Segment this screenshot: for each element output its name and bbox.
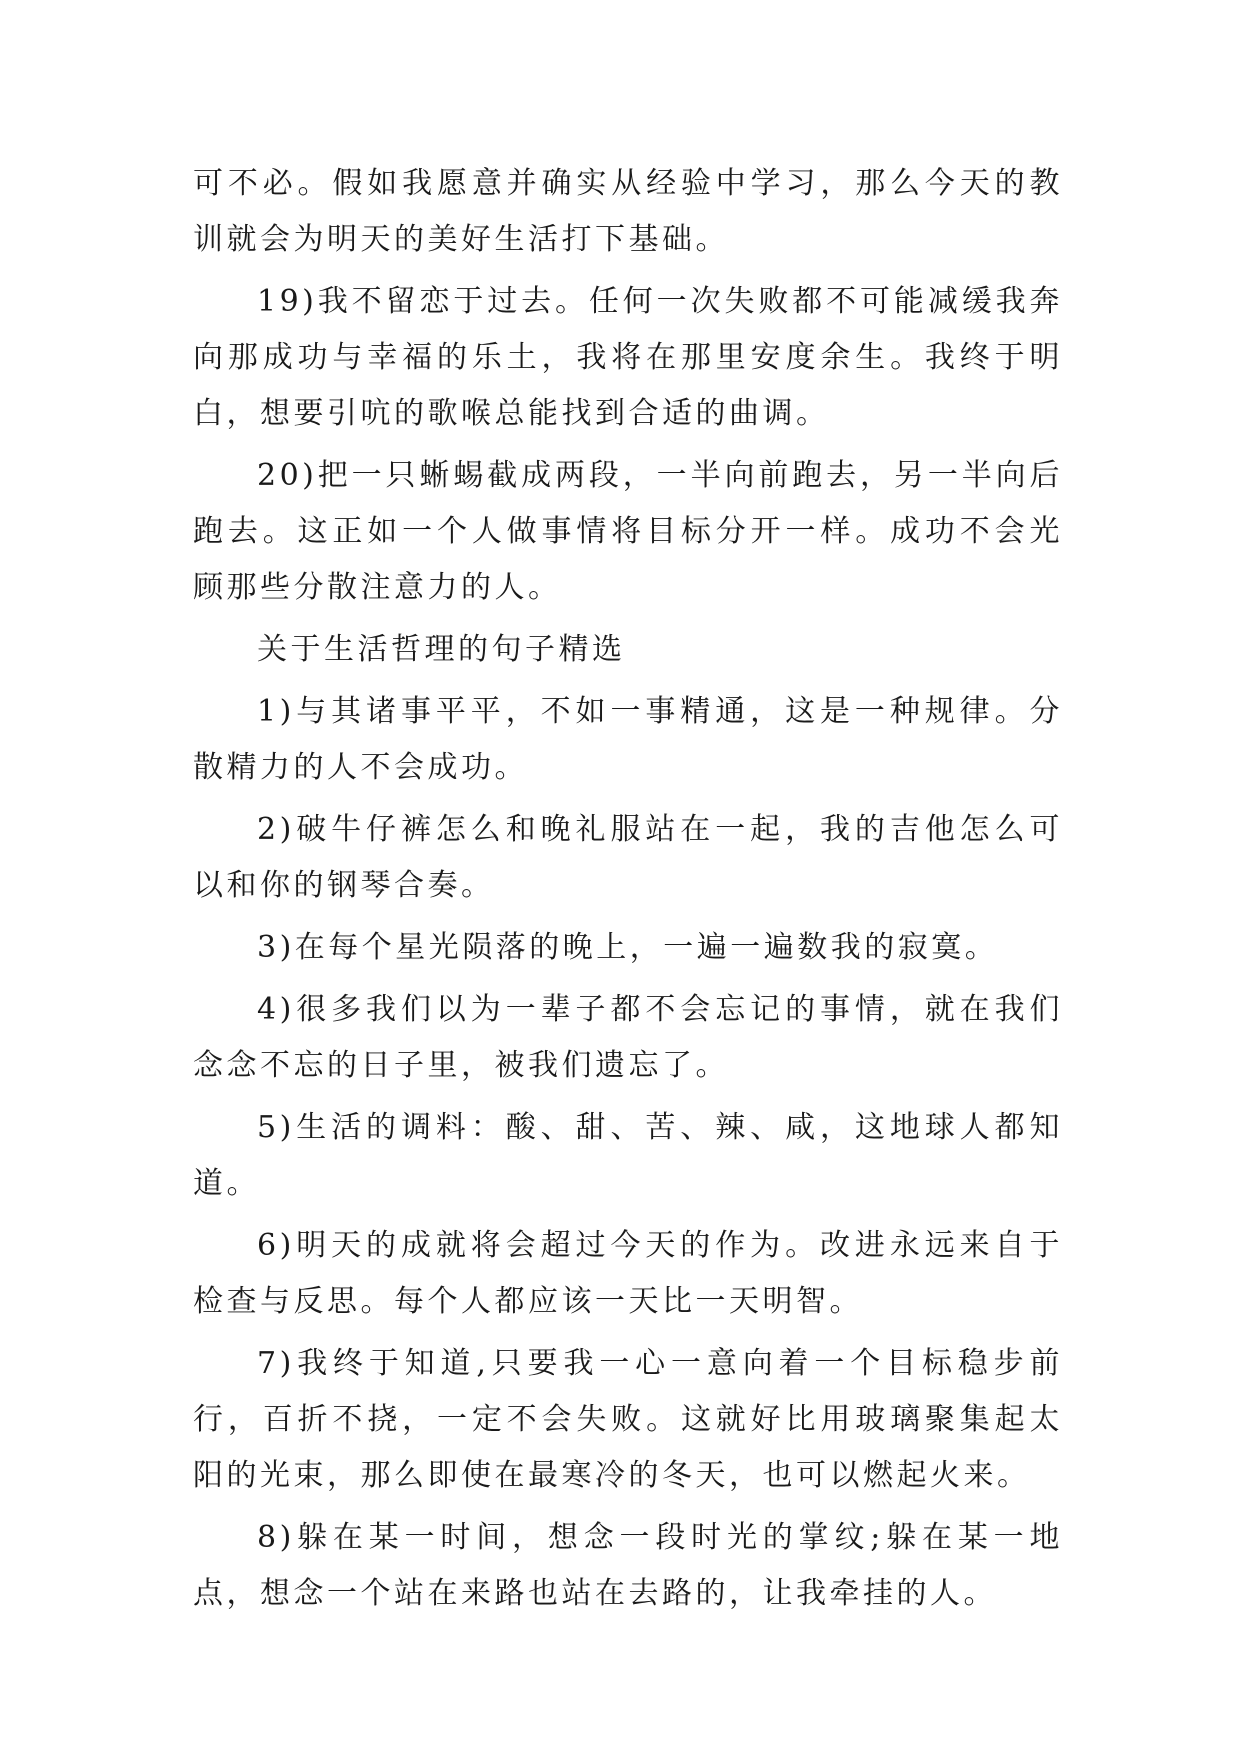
- section-heading: 关于生活哲理的句子精选: [257, 632, 626, 667]
- document-body: [193, 156, 1063, 1628]
- paragraph-item-5: 5)生活的调料：酸、甜、苦、辣、咸，这地球人都知道。: [193, 1110, 1063, 1201]
- paragraph-item-8: 8)躲在某一时间，想念一段时光的掌纹;躲在某一地点，想念一个站在来路也站在去路的，让我牵挂的人。: [193, 1520, 1063, 1611]
- paragraph-item-3: 3)在每个星光陨落的晚上，一遍一遍数我的寂寞。: [257, 930, 999, 965]
- paragraph-item-6: 6)明天的成就将会超过今天的作为。改进永远来自于检查与反思。每个人都应该一天比一天明智。: [193, 1228, 1063, 1319]
- paragraph-item-4: 4)很多我们以为一辈子都不会忘记的事情，就在我们念念不忘的日子里，被我们遗忘了。: [193, 992, 1063, 1083]
- paragraph-item-1: 1)与其诸事平平，不如一事精通，这是一种规律。分散精力的人不会成功。: [193, 694, 1063, 785]
- paragraph-continuation: 可不必。假如我愿意并确实从经验中学习，那么今天的教训就会为明天的美好生活打下基础。: [193, 166, 1063, 257]
- paragraph-item-20: 20)把一只蜥蜴截成两段，一半向前跑去，另一半向后跑去。这正如一个人做事情将目标分开一样。成功不会光顾那些分散注意力的人。: [193, 458, 1063, 605]
- paragraph-item-7: 7)我终于知道,只要我一心一意向着一个目标稳步前行，百折不挠，一定不会失败。这就好比用玻璃聚集起太阳的光束，那么即使在最寒冷的冬天，也可以燃起火来。: [193, 1346, 1063, 1493]
- paragraph-item-2: 2)破牛仔裤怎么和晚礼服站在一起，我的吉他怎么可以和你的钢琴合奏。: [193, 812, 1063, 903]
- paragraph-item-19: 19)我不留恋于过去。任何一次失败都不可能减缓我奔向那成功与幸福的乐土，我将在那里安度余生。我终于明白，想要引吭的歌喉总能找到合适的曲调。: [193, 284, 1063, 431]
